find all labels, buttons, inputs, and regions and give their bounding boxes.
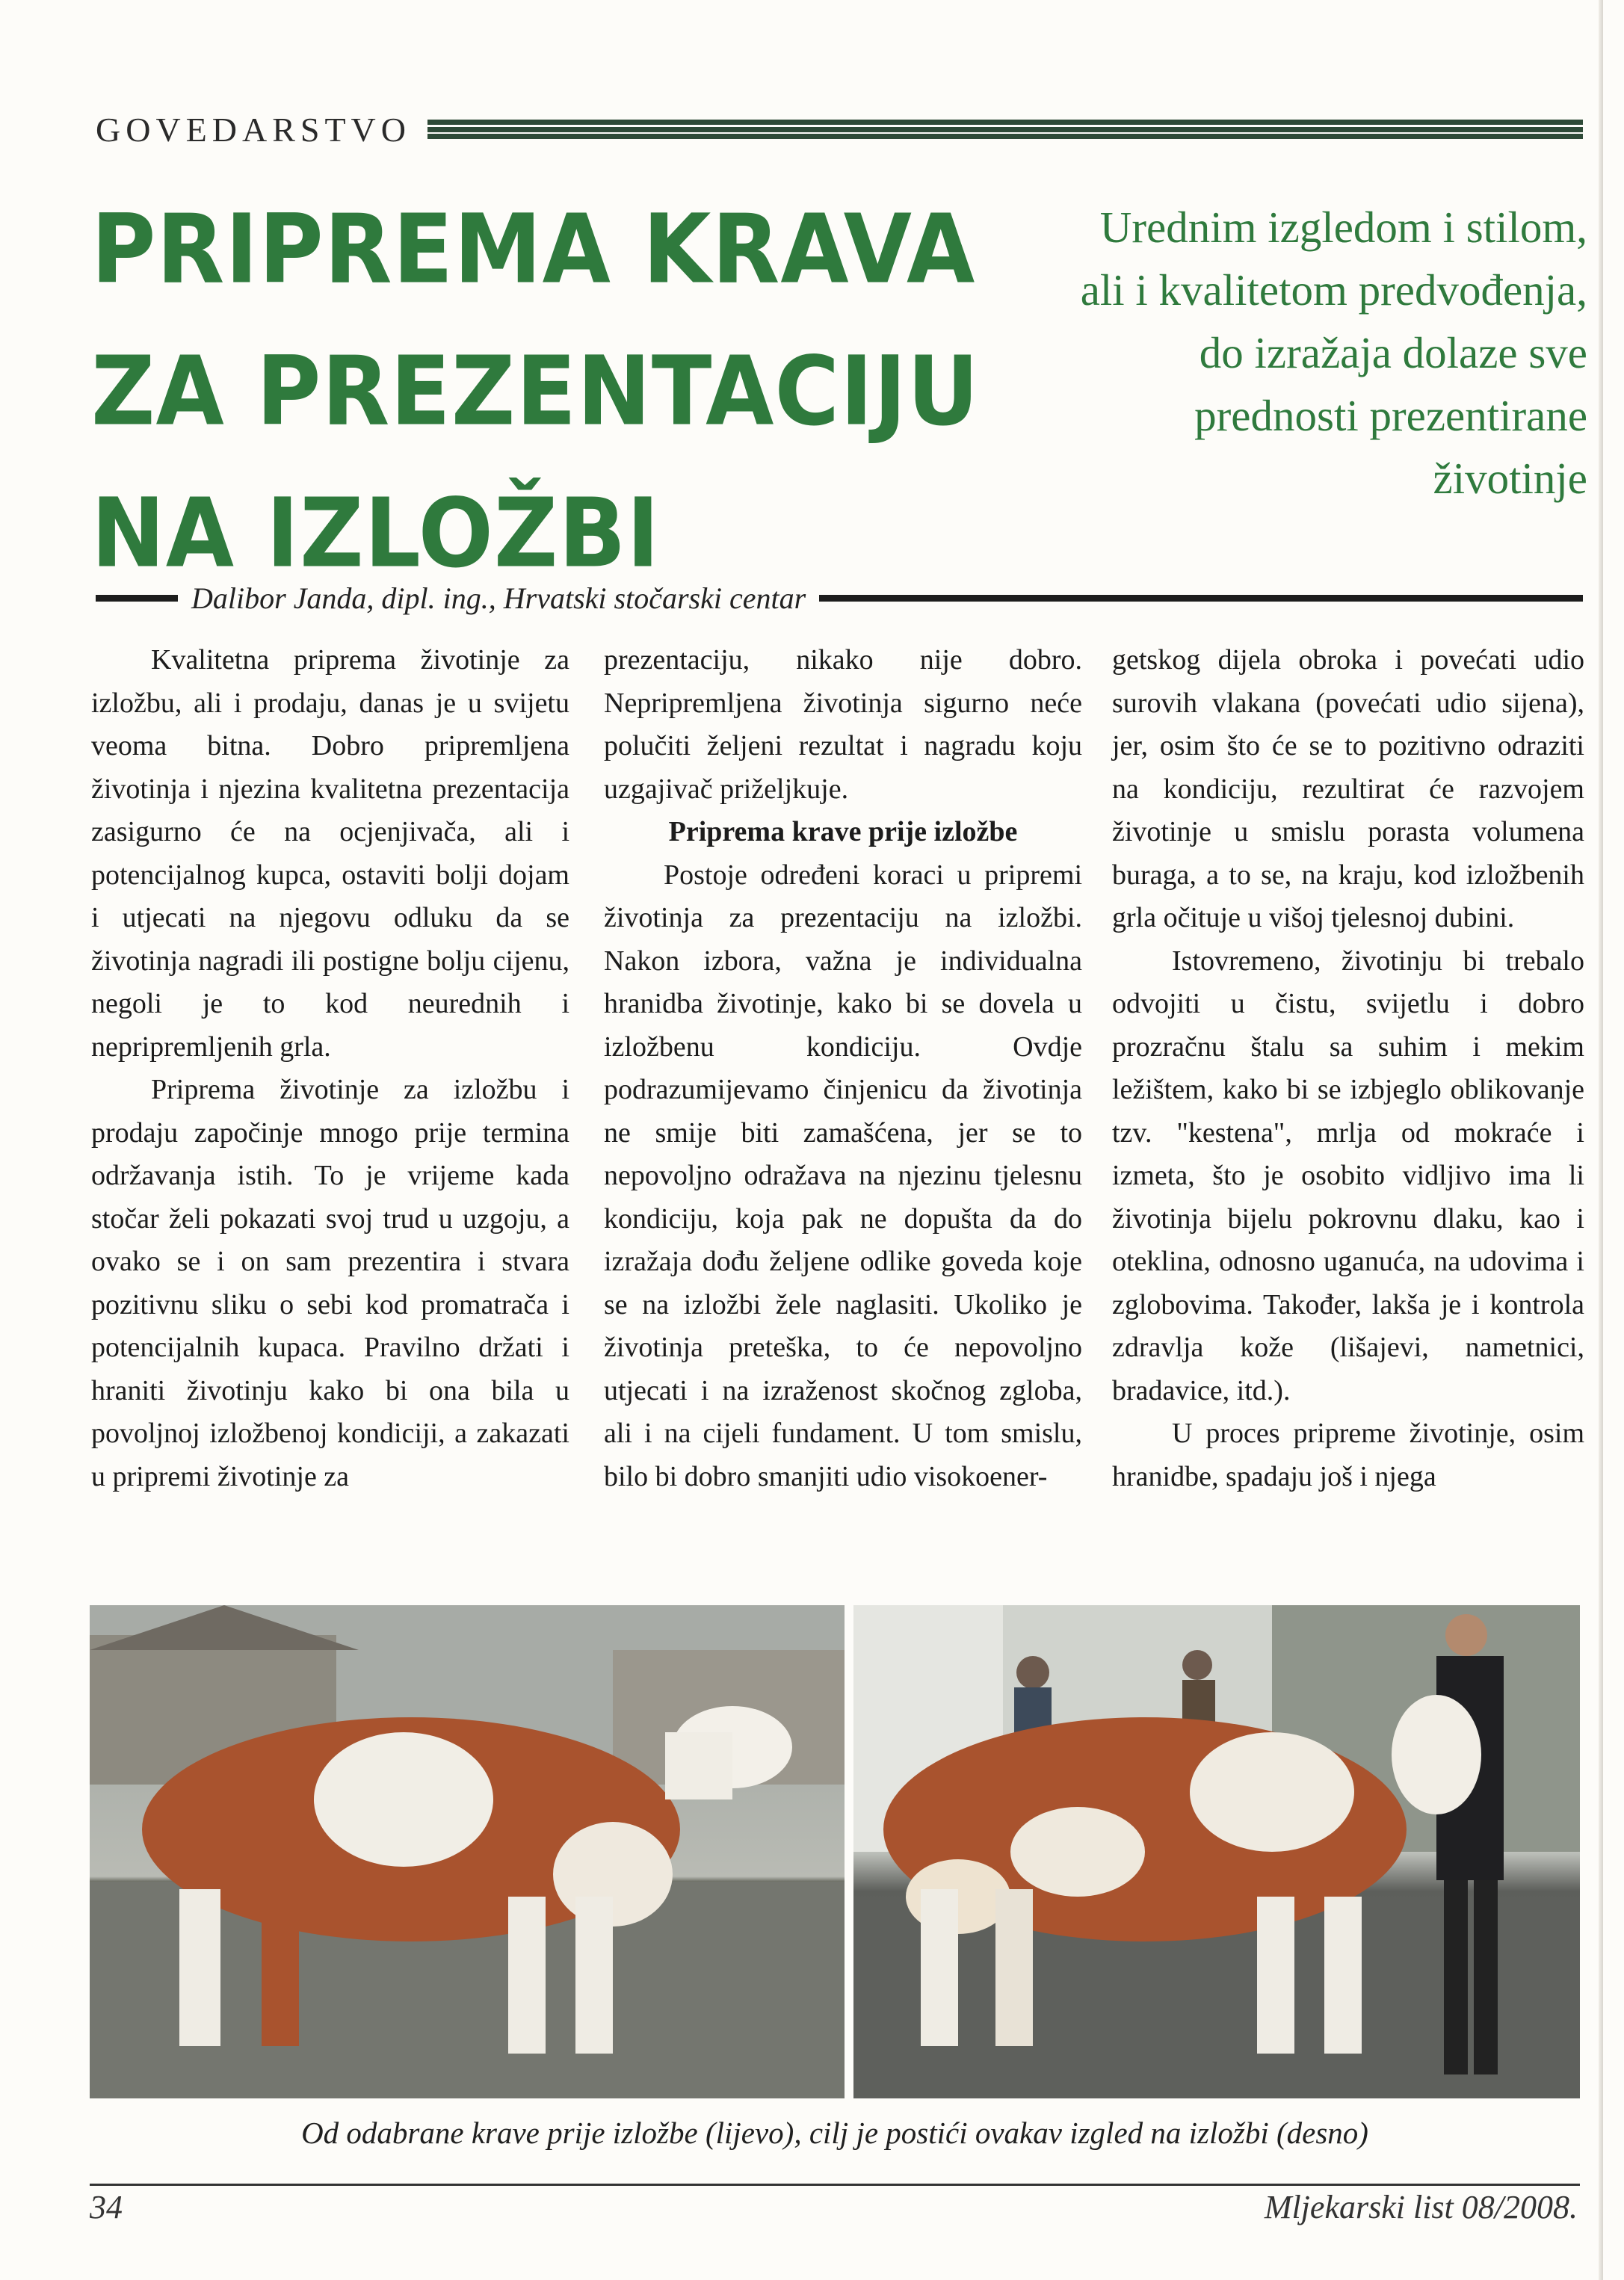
paragraph: U proces pripreme životinje, osim hranidbe, spadaju još i njega	[1112, 1418, 1584, 1492]
magazine-issue: Mljekarski list 08/2008.	[1264, 2189, 1578, 2225]
cow-before-illustration	[90, 1605, 845, 2098]
column-1	[91, 639, 569, 1498]
paragraph: Kvalitetna priprema životinje za izložbu, ali i prodaju, danas je u svijetu veoma bitna. Dobro pripremljena životinja i njezina kvalitetna prezentacija zasigurno će na ocjenjivača, ali i potencijalnog kupca, ostaviti bolji dojam i utjecati na njegovu odluku da se životinja nagradi ili postigne bolju cijenu, negoli je to kod neurednih i nepripremljenih grla.	[91, 644, 569, 1063]
column-2	[604, 639, 1082, 1498]
article-title	[91, 178, 1033, 604]
paragraph: Priprema životinje za izložbu i prodaju započinje mnogo prije termina održavanja istih. To je vrijeme kada stočar želi pokazati svoj trud u uzgoju, a ovako se i on sam prezentira i stvara pozitivnu sliku o sebi kod promatrača i potencijalnih kupaca. Pravilno držati i hraniti životinju kako bi ona bila u povoljnoj izložbenoj kondiciji, a zakazati u pripremi životinje za	[91, 1074, 569, 1492]
paragraph: getskog dijela obroka i povećati udio surovih vlakana (povećati udio sijena), jer, osim što će se to pozitivno odraziti na kondiciju, rezultirat će razvojem životinje u smislu porasta volumena buraga, a to se, na kraju, kod izložbenih grla očituje u višoj tjelesnoj dubini.	[1112, 644, 1584, 933]
title-line-3: NA IZLOŽBI	[91, 477, 661, 589]
section-header	[96, 103, 1583, 155]
paragraph: prezentaciju, nikako nije dobro. Nepripremljena životinja sigurno neće polučiti željeni rezultat i nagradu koju uzgajivač priželjkuje.	[604, 644, 1082, 805]
photo-caption: Od odabrane krave prije izložbe (lijevo), cilj je postići ovakav izgled na izložbi (desno)	[301, 2116, 1368, 2150]
section-label: GOVEDARSTVO	[96, 110, 411, 149]
page-number: 34	[90, 2189, 123, 2225]
paragraph: Istovremeno, životinju bi trebalo odvojiti u čistu, svijetlu i dobro prozračnu štalu sa suhim i mekim ležištem, kako bi se izbjeglo oblikovanje tzv. "kestena", mrlja od mokraće i izmeta, što je osobito vidljivo ima li životinja bijelu pokrovnu dlaku, kao i oteklina, odnosno uganuća, na udovima i zglobovima. Također, lakša je i kontrola zdravlja kože (lišajevi, nametnici, bradavice, itd.).	[1112, 945, 1584, 1406]
title-line-2: ZA PREZENTACIJU	[91, 335, 980, 447]
author-line: Dalibor Janda, dipl. ing., Hrvatski stočarski centar	[191, 581, 806, 615]
author-row	[96, 575, 1583, 620]
cow-show-illustration	[853, 1605, 1580, 2098]
photo-cow-before	[90, 1605, 845, 2098]
photo-cow-show	[853, 1605, 1580, 2098]
section-rule	[427, 120, 1583, 139]
footer-rule	[90, 2184, 1580, 2186]
author-bar	[96, 595, 178, 602]
title-line-1: PRIPREMA KRAVA	[91, 193, 976, 305]
page-edge	[1599, 0, 1603, 2280]
column-3	[1112, 639, 1584, 1498]
paragraph: Postoje određeni koraci u pripremi životinja za prezentaciju na izložbi. Nakon izbora, važna je individualna hranidba životinje, kako bi se dovela u izložbenu kondiciju. Ovdje podrazumijevamo činjenicu da životinja ne smije biti zamašćena, jer se to nepovoljno odražava na njezinu tjelesnu kondiciju, koja pak ne dopušta da do izražaja dođu željene odlike goveda koje se na izložbi žele naglasiti. Ukoliko je životinja preteška, to će nepovoljno utjecati i na izraženost skočnog zgloba, ali i na cijeli fundament. U tom smislu, bilo bi dobro smanjiti udio visokoener-	[604, 859, 1082, 1492]
subheading: Priprema krave prije izložbe	[668, 816, 1018, 847]
author-rule	[819, 595, 1583, 602]
article-subtitle: Urednim izgledom i stilom, ali i kvalitetom predvođenja, do izražaja dolaze sve prednosti prezentirane životinje	[1080, 203, 1587, 503]
